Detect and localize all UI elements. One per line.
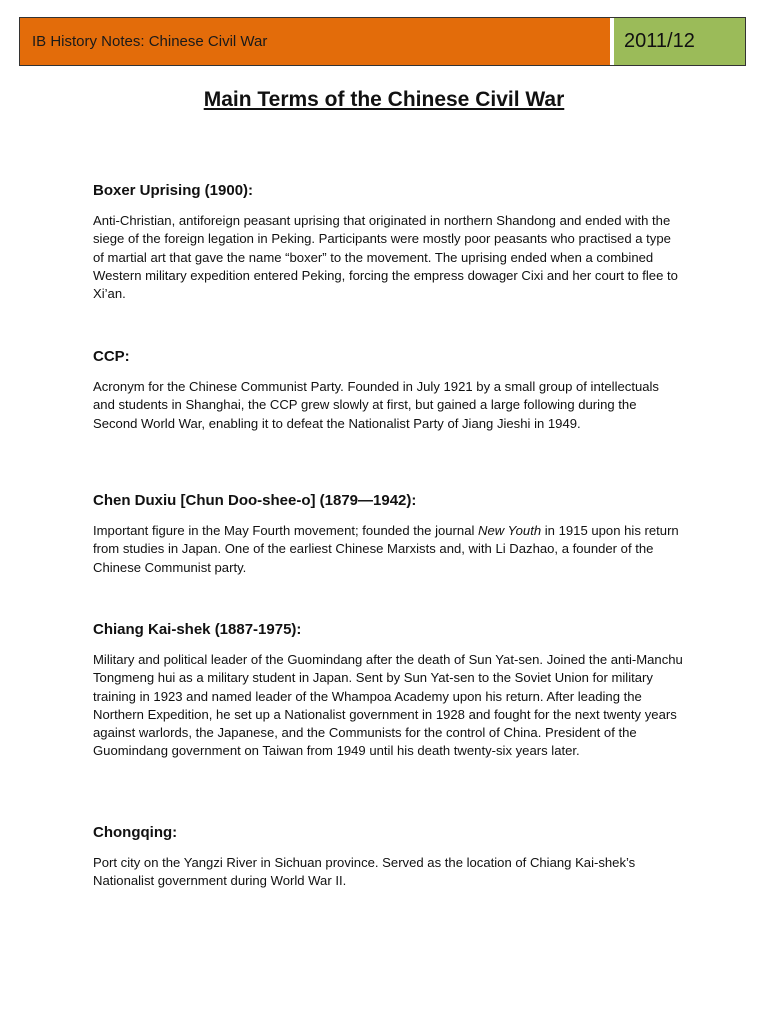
term-heading: Chen Duxiu [Chun Doo-shee-o] (1879—1942): bbox=[93, 492, 417, 509]
header-date: 2011/12 bbox=[612, 18, 745, 65]
header-subject: IB History Notes: Chinese Civil War bbox=[20, 18, 612, 65]
document-header bbox=[19, 17, 746, 66]
term-chongqing bbox=[93, 823, 683, 891]
term-definition bbox=[93, 522, 683, 577]
definition-text-start: Important figure in the May Fourth movement; founded the journal bbox=[93, 523, 479, 538]
term-chen-duxiu bbox=[93, 491, 683, 577]
term-boxer-uprising bbox=[93, 181, 683, 303]
journal-title: New Youth bbox=[478, 523, 542, 538]
term-heading: Chongqing: bbox=[93, 824, 178, 841]
page-title: Main Terms of the Chinese Civil War bbox=[203, 88, 565, 111]
term-chiang-kai-shek bbox=[93, 620, 683, 761]
term-heading: CCP: bbox=[93, 348, 130, 365]
term-definition: Military and political leader of the Guomindang after the death of Sun Yat-sen. Joined the anti-Manchu Tongmeng hui as a military student in Japan. Sent by Sun Yat-sen to the Soviet Union for military training in 1923 and named leader of the Whampoa Academy upon his return. After leading the Northern Expedition, he set up a Nationalist government in 1928 and fought for the next twenty years against warlords, the Japanese, and the Communists for the control of China. President of the Guomindang government on Taiwan from 1949 until his death twenty-six years later. bbox=[93, 652, 683, 759]
definition-text-end: in 1915 upon his return from studies in Japan. One of the earliest Chinese Marxists and, with Li Dazhao, a founder of the Chinese Communist party. bbox=[93, 523, 679, 575]
term-heading: Chiang Kai-shek (1887-1975): bbox=[93, 621, 302, 638]
term-ccp bbox=[93, 347, 683, 433]
term-definition: Acronym for the Chinese Communist Party. Founded in July 1921 by a small group of intellectuals and students in Shanghai, the CCP grew slowly at first, but gained a large following during the Second World War, enabling it to defeat the Nationalist Party of Jiang Jieshi in 1949. bbox=[93, 379, 659, 431]
term-heading: Boxer Uprising (1900): bbox=[93, 182, 254, 199]
term-definition: Port city on the Yangzi River in Sichuan province. Served as the location of Chiang Kai-shek’s Nationalist government during World War II. bbox=[93, 855, 636, 889]
term-definition: Anti-Christian, antiforeign peasant uprising that originated in northern Shandong and ended with the siege of the foreign legation in Peking. Participants were mostly poor peasants who practised a type of martial art that gave the name “boxer” to the movement. The uprising ended when a combined Western military expedition entered Peking, forcing the empress dowager Cixi and her court to flee to Xi’an. bbox=[93, 213, 678, 302]
